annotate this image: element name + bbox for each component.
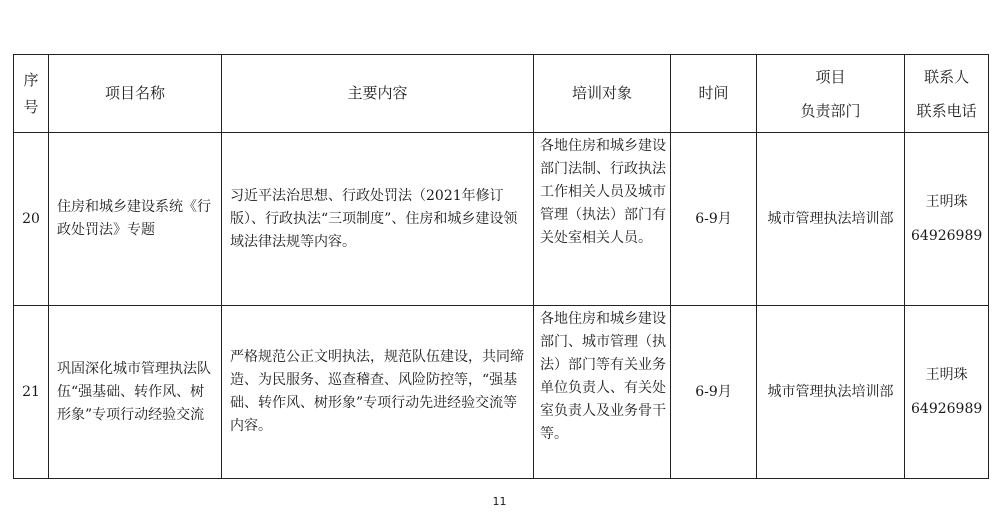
row-training-target: 各地住房和城乡建设部门、城市管理（执法）部门等有关业务单位负责人、有关处室负责人及业务骨干等。 xyxy=(534,306,671,479)
header-content: 主要内容 xyxy=(222,55,534,133)
header-target: 培训对象 xyxy=(534,55,671,133)
row-time: 6-9月 xyxy=(671,133,757,306)
row-department: 城市管理执法培训部 xyxy=(757,306,905,479)
header-dept xyxy=(757,55,905,133)
row-contact xyxy=(905,133,989,306)
row-time: 6-9月 xyxy=(671,306,757,479)
row-seq: 20 xyxy=(14,133,49,306)
row-main-content: 习近平法治思想、行政处罚法（2021年修订版）、行政执法“三项制度”、住房和城乡建设领域法律法规等内容。 xyxy=(222,133,534,306)
training-table xyxy=(13,54,989,479)
page-number: 11 xyxy=(492,495,507,508)
header-seq xyxy=(14,55,49,133)
row-main-content: 严格规范公正文明执法，规范队伍建设，共同缔造、为民服务、巡查稽查、风险防控等，“强基础、转作风、树形象”专项行动先进经验交流等内容。 xyxy=(222,306,534,479)
table-row xyxy=(14,133,989,306)
header-seq-label: 序号 xyxy=(23,70,39,116)
row-project-name: 住房和城乡建设系统《行政处罚法》专题 xyxy=(49,133,222,306)
row-contact-name: 王明珠 xyxy=(925,367,968,383)
row-contact-phone: 64926989 xyxy=(911,401,983,417)
header-contact-line2: 联系电话 xyxy=(916,101,977,120)
header-contact-line1: 联系人 xyxy=(924,67,970,86)
row-contact-phone: 64926989 xyxy=(911,228,983,244)
header-dept-line1: 项目 xyxy=(815,67,846,86)
row-contact xyxy=(905,306,989,479)
row-project-name: 巩固深化城市管理执法队伍“强基础、转作风、树形象”专项行动经验交流 xyxy=(49,306,222,479)
row-department: 城市管理执法培训部 xyxy=(757,133,905,306)
header-name: 项目名称 xyxy=(49,55,222,133)
header-time: 时间 xyxy=(671,55,757,133)
table-header-row xyxy=(14,55,989,133)
row-training-target: 各地住房和城乡建设部门法制、行政执法工作相关人员及城市管理（执法）部门有关处室相关人员。 xyxy=(534,133,671,306)
row-seq: 21 xyxy=(14,306,49,479)
row-contact-name: 王明珠 xyxy=(925,194,968,210)
header-dept-line2: 负责部门 xyxy=(800,101,861,120)
header-contact xyxy=(905,55,989,133)
table-row xyxy=(14,306,989,479)
